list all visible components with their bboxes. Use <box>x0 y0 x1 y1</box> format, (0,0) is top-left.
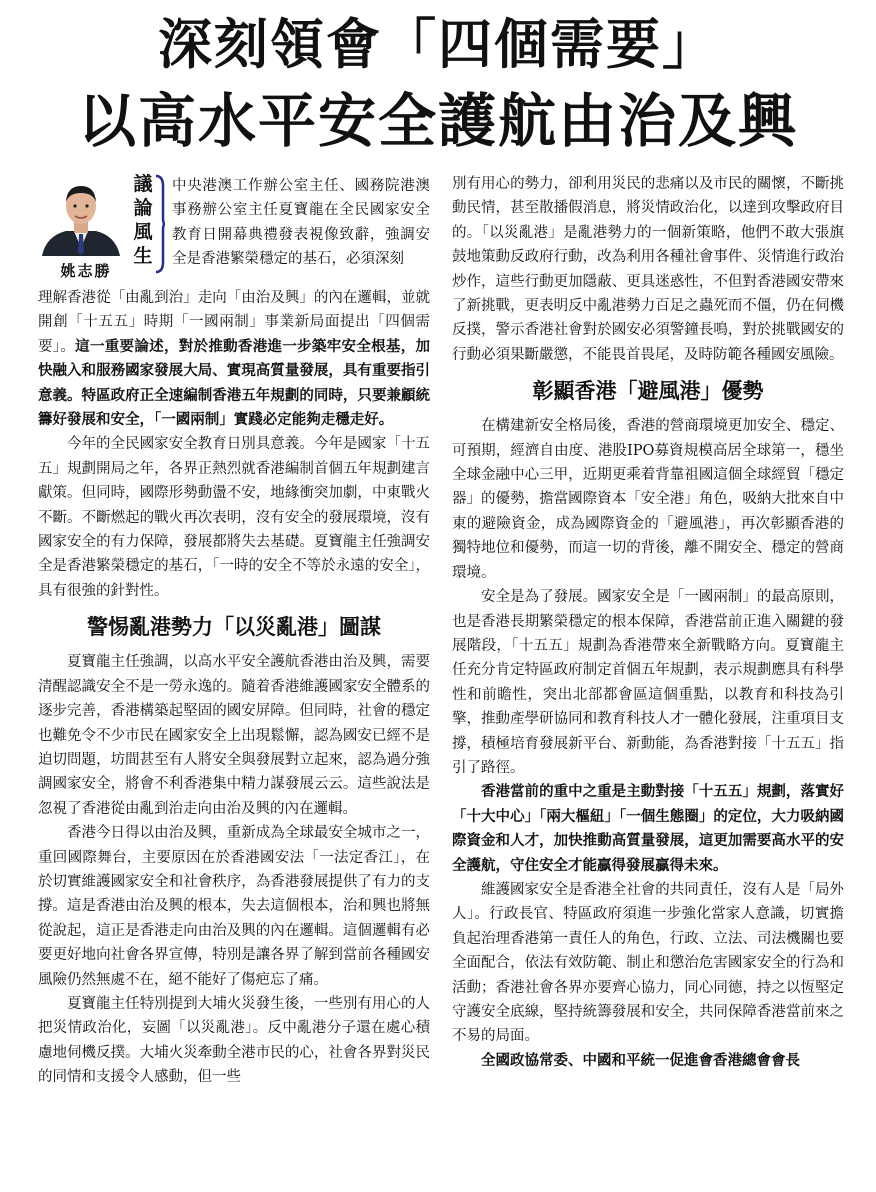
column-name-char: 論 <box>133 197 153 219</box>
paragraph-4: 香港今日得以由治及興，重新成為全球最安全城市之一，重回國際舞台，主要原因在於香港國安法「一法定香江」，在於切實維護國家安全和社會秩序，為香港發展提供了有力的支撐。這是香港由治及興的根本，失去這個根本，治和興也將無從說起，這正是香港走向由治及興的內在邏輯。這個邏輯有必要更好地向社會各界宣傳，特別是讓各界了解到當前各種國安風險仍然無處不在，絕不能好了傷疤忘了痛。 <box>38 825 430 988</box>
paragraph-7: 在構建新安全格局後，香港的營商環境更加安全、穩定、可預期，經濟自由度、港股IPO募資規模高居全球第一，穩坐全球金融中心三甲，近期更乘着背靠祖國這個全球經貿「穩定器」的優勢，擔當國際資本「安全港」角色，吸納大批來自中東的避險資金，成為國際資金的「避風港」，再次彰顯香港的獨特地位和優勢，而這一切的背後，離不開安全、穩定的營商環境。 <box>452 418 844 581</box>
byline-box <box>38 172 430 286</box>
paragraph-1 <box>38 286 430 432</box>
paragraph-2: 今年的全民國家安全教育日別具意義。今年是國家「十五五」規劃開局之年，各界正熱烈就香港編制首個五年規劃建言獻策。但同時，國際形勢動盪不安，地緣衝突加劇，中東戰火不斷。不斷燃起的戰火再次表明，沒有安全的發展環境，沒有國家安全的有力保障，發展都將失去基礎。夏寶龍主任強調安全是香港繁榮穩定的基石，「一時的安全不等於永遠的安全」，具有很強的針對性。 <box>38 436 430 599</box>
paragraph-3: 夏寶龍主任強調，以高水平安全護航香港由治及興，需要清醒認識安全不是一勞永逸的。隨着香港維護國家安全體系的逐步完善，香港構築起堅固的國安屏障。但同時，社會的穩定也難免令不少市民在國家安全上出現鬆懈，認為國安已經不是迫切問題，坊間甚至有人將安全與發展對立起來，認為過分強調國家安全，將會不利香港集中精力謀發展云云。這些說法是忽視了香港從由亂到治走向由治及興的內在邏輯。 <box>38 654 430 817</box>
section-heading-2: 彰顯香港「避風港」優勢 <box>532 379 764 404</box>
author-photo <box>38 176 124 256</box>
paragraph-1-text: 理解香港從「由亂到治」走向「由治及興」的內在邏輯，並就開創「十五五」時期「一國兩制」事業新局面提出「四個需要」。 <box>38 290 430 355</box>
paragraph-6: 別有用心的勢力，卻利用災民的悲痛以及市民的關懷，不斷挑動民情，甚至散播假消息，將災情政治化，以達到攻擊政府目的。「以災亂港」是亂港勢力的一個新策略，他們不敢大張旗鼓地策動反政府行動，改為利用各種社會事件、災情進行政治炒作，這些行動更加隱蔽、更具迷惑性，不但對香港國安帶來了新挑戰，更表明反中亂港勢力百足之蟲死而不僵，仍在伺機反撲，警示香港社會對於國安必須警鐘長鳴，對於挑戰國安的行動必須果斷嚴懲，不能畏首畏尾，及時防範各種國安風險。 <box>452 176 844 363</box>
intro-text: 中央港澳工作辦公室主任、國務院港澳事務辦公室主任夏寶龍在全民國家安全教育日開幕典禮發表視像致辭，強調安全是香港繁榮穩定的基石，必須深刻 <box>172 178 430 268</box>
column-name-char: 議 <box>133 173 153 195</box>
headline-line-1: 深刻領會「四個需要」 <box>158 13 718 76</box>
paragraph-10: 維護國家安全是香港全社會的共同責任，沒有人是「局外人」。行政長官、特區政府須進一步強化當家人意識，切實擔負起治理香港第一責任人的角色，行政、立法、司法機關也要全面配合，依法有效防範、制止和懲治危害國家安全的行為和活動；香港社會各界亦要齊心協力，同心同德，持之以恆堅定守護安全底線，堅持統籌發展和安全，共同保障香港當前來之不易的局面。 <box>452 881 844 1045</box>
article-left-column <box>38 172 430 1090</box>
column-name-char: 風 <box>133 221 153 243</box>
paragraph-1-emphasis: 這一重要論述，對於推動香港進一步築牢安全根基，加快融入和服務國家發展大局、實現高質量發展，具有重要指引意義。特區政府正全速編制香港五年規劃的同時，只要兼顧統籌好發展和安全，「一國兩制」實踐必定能夠走穩走好。 <box>38 338 431 429</box>
author-title: 全國政協常委、中國和平統一促進會香港總會會長 <box>481 1052 800 1069</box>
column-name <box>132 172 154 268</box>
paragraph-5: 夏寶龍主任特別提到大埔火災發生後，一些別有用心的人把災情政治化，妄圖「以災亂港」。反中亂港分子還在處心積慮地伺機反撲。大埔火災牽動全港市民的心，社會各界對災民的同情和支援令人感動，但一些 <box>38 995 430 1086</box>
article-right-column <box>452 172 844 1073</box>
headline-line-2: 以高水平安全護航由治及興 <box>77 87 798 155</box>
column-bracket <box>154 174 166 274</box>
section-heading-1: 警惕亂港勢力「以災亂港」圖謀 <box>87 615 381 640</box>
paragraph-9-emphasis: 香港當前的重中之重是主動對接「十五五」規劃，落實好「十大中心」「兩大樞紐」「一個生態圈」的定位，大力吸納國際資金和人才，加快推動高質量發展，這更加需要高水平的安全護航，守住安全才能贏得發展贏得未來。 <box>452 784 844 874</box>
column-name-char: 生 <box>133 245 153 267</box>
paragraph-8: 安全是為了發展。國家安全是「一國兩制」的最高原則，也是香港長期繁榮穩定的根本保障，香港當前正進入關鍵的發展階段，「十五五」規劃為香港帶來全新戰略方向。夏寶龍主任充分肯定特區政府制定首個五年規劃，表示規劃應具有科學性和前瞻性，突出北部都會區這個重點，以教育和科技為引擎，推動產學研協同和教育科技人才一體化發展，注重項目支撐，積極培育發展新平台、新動能，為香港對接「十五五」指引了路徑。 <box>452 589 844 776</box>
author-name: 姚志勝 <box>60 262 112 280</box>
